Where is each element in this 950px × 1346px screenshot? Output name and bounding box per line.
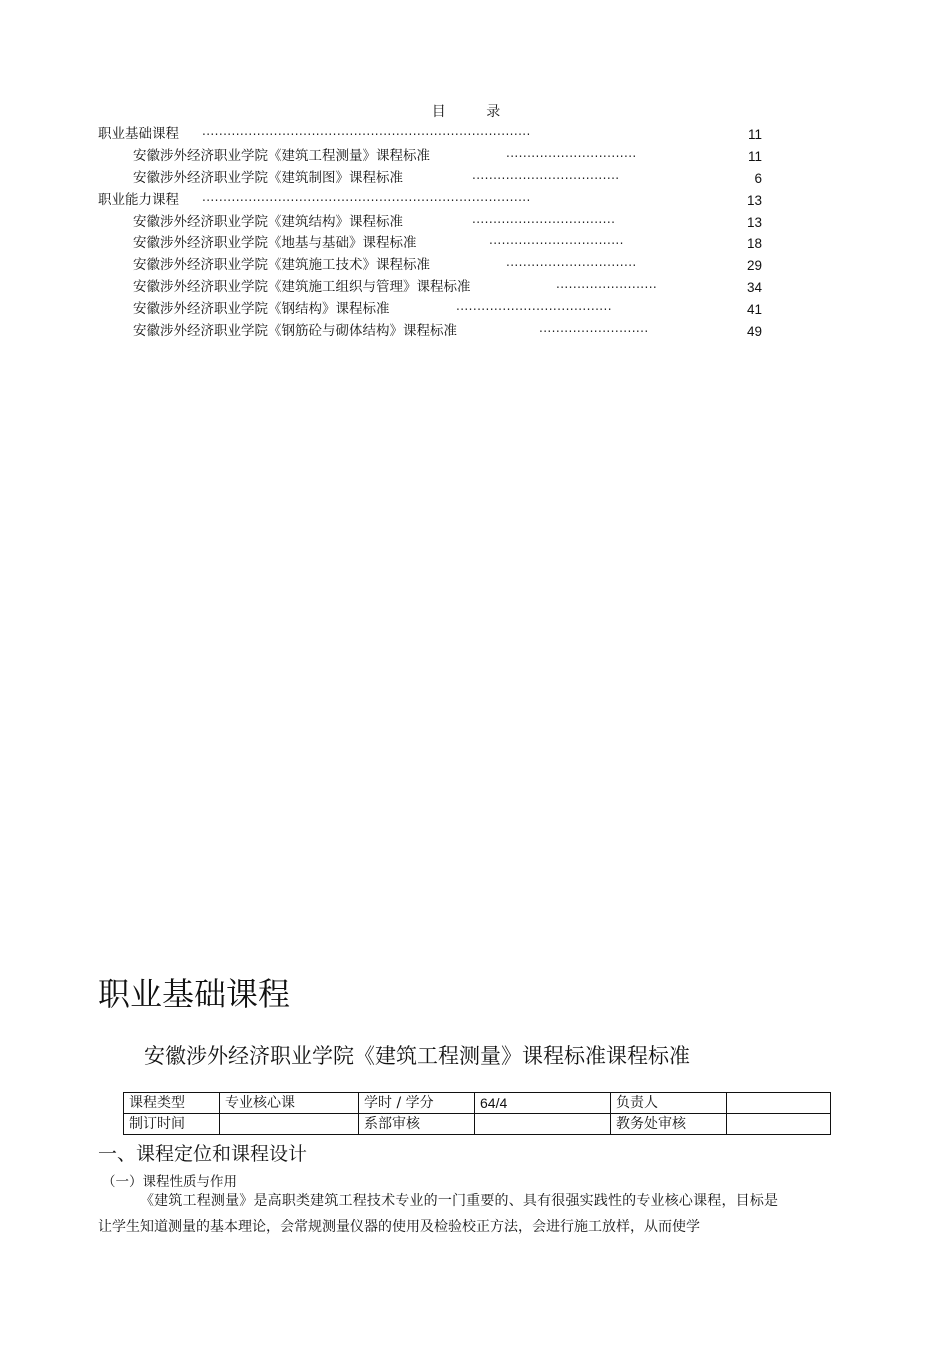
table-row bbox=[124, 1093, 831, 1114]
toc-leader: .............................................................................. bbox=[202, 189, 531, 204]
toc-entry-page: 18 bbox=[746, 236, 762, 252]
table-cell bbox=[727, 1093, 831, 1114]
toc-entry-page: 13 bbox=[746, 214, 762, 230]
toc-entry[interactable] bbox=[98, 146, 762, 168]
table-cell: 负责人 bbox=[611, 1093, 727, 1114]
table-cell: 制订时间 bbox=[124, 1114, 220, 1135]
table-of-contents bbox=[98, 124, 762, 343]
toc-entry-label: 安徽涉外经济职业学院《钢结构》课程标准 bbox=[133, 301, 390, 318]
table-cell: 64/4 bbox=[475, 1093, 611, 1114]
toc-leader: ................................ bbox=[489, 233, 624, 248]
toc-entry[interactable] bbox=[98, 212, 762, 234]
toc-entry[interactable] bbox=[98, 233, 762, 255]
table-cell: 学时 / 学分 bbox=[359, 1093, 475, 1114]
toc-leader: ............................... bbox=[506, 255, 637, 270]
toc-entry-page: 34 bbox=[746, 280, 762, 296]
course-info-table bbox=[123, 1092, 831, 1135]
toc-entry-label: 安徽涉外经济职业学院《建筑施工组织与管理》课程标准 bbox=[133, 279, 471, 296]
toc-entry-label: 安徽涉外经济职业学院《建筑制图》课程标准 bbox=[133, 169, 403, 186]
table-cell bbox=[475, 1114, 611, 1135]
toc-leader: .................................. bbox=[472, 211, 616, 226]
toc-entry-label: 安徽涉外经济职业学院《建筑结构》课程标准 bbox=[133, 213, 403, 230]
toc-entry[interactable] bbox=[98, 299, 762, 321]
toc-leader: ..................................... bbox=[456, 299, 612, 314]
section-title: 职业基础课程 bbox=[98, 975, 291, 1013]
toc-entry-label: 安徽涉外经济职业学院《建筑工程测量》课程标准 bbox=[133, 147, 430, 164]
toc-entry-label: 安徽涉外经济职业学院《建筑施工技术》课程标准 bbox=[133, 257, 430, 274]
toc-leader: .............................................................................. bbox=[202, 124, 531, 138]
toc-entry[interactable] bbox=[98, 255, 762, 277]
toc-entry[interactable] bbox=[98, 321, 762, 343]
toc-entry-page: 11 bbox=[747, 148, 762, 164]
toc-entry-label: 安徽涉外经济职业学院《地基与基础》课程标准 bbox=[133, 235, 417, 252]
toc-entry-page: 29 bbox=[746, 258, 762, 274]
table-cell bbox=[220, 1114, 359, 1135]
toc-entry-page: 41 bbox=[746, 302, 762, 318]
toc-entry-page: 11 bbox=[747, 127, 762, 142]
toc-leader: ........................ bbox=[556, 277, 658, 292]
subheading-course-nature: （一）课程性质与作用 bbox=[102, 1174, 237, 1190]
table-row bbox=[124, 1114, 831, 1135]
table-cell: 系部审核 bbox=[359, 1114, 475, 1135]
toc-leader: .......................... bbox=[539, 321, 649, 336]
toc-entry-page: 49 bbox=[746, 324, 762, 340]
toc-entry-page: 13 bbox=[746, 192, 762, 208]
toc-leader: ............................... bbox=[506, 145, 637, 160]
document-title: 安徽涉外经济职业学院《建筑工程测量》课程标准课程标准 bbox=[144, 1044, 690, 1068]
heading-course-positioning: 一、课程定位和课程设计 bbox=[98, 1143, 308, 1165]
table-cell bbox=[727, 1114, 831, 1135]
toc-title: 目 录 bbox=[431, 104, 519, 120]
body-paragraph: 《建筑工程测量》是高职类建筑工程技术专业的一门重要的、具有很强实践性的专业核心课程，目标是让学生知道测量的基本理论，会常规测量仪器的使用及检验校正方法，会进行施工放样，从而使学 bbox=[98, 1193, 778, 1235]
toc-entry-label: 安徽涉外经济职业学院《钢筋砼与砌体结构》课程标准 bbox=[133, 323, 457, 340]
toc-entry[interactable] bbox=[98, 190, 762, 212]
toc-entry[interactable] bbox=[98, 277, 762, 299]
table-cell: 课程类型 bbox=[124, 1093, 220, 1114]
toc-entry[interactable] bbox=[98, 124, 762, 146]
toc-leader: ................................... bbox=[472, 167, 620, 182]
table-cell: 教务处审核 bbox=[611, 1114, 727, 1135]
toc-entry-label: 职业基础课程 bbox=[98, 126, 179, 142]
table-cell: 专业核心课 bbox=[220, 1093, 359, 1114]
toc-entry-label: 职业能力课程 bbox=[98, 191, 179, 208]
toc-entry-page: 6 bbox=[754, 170, 762, 186]
